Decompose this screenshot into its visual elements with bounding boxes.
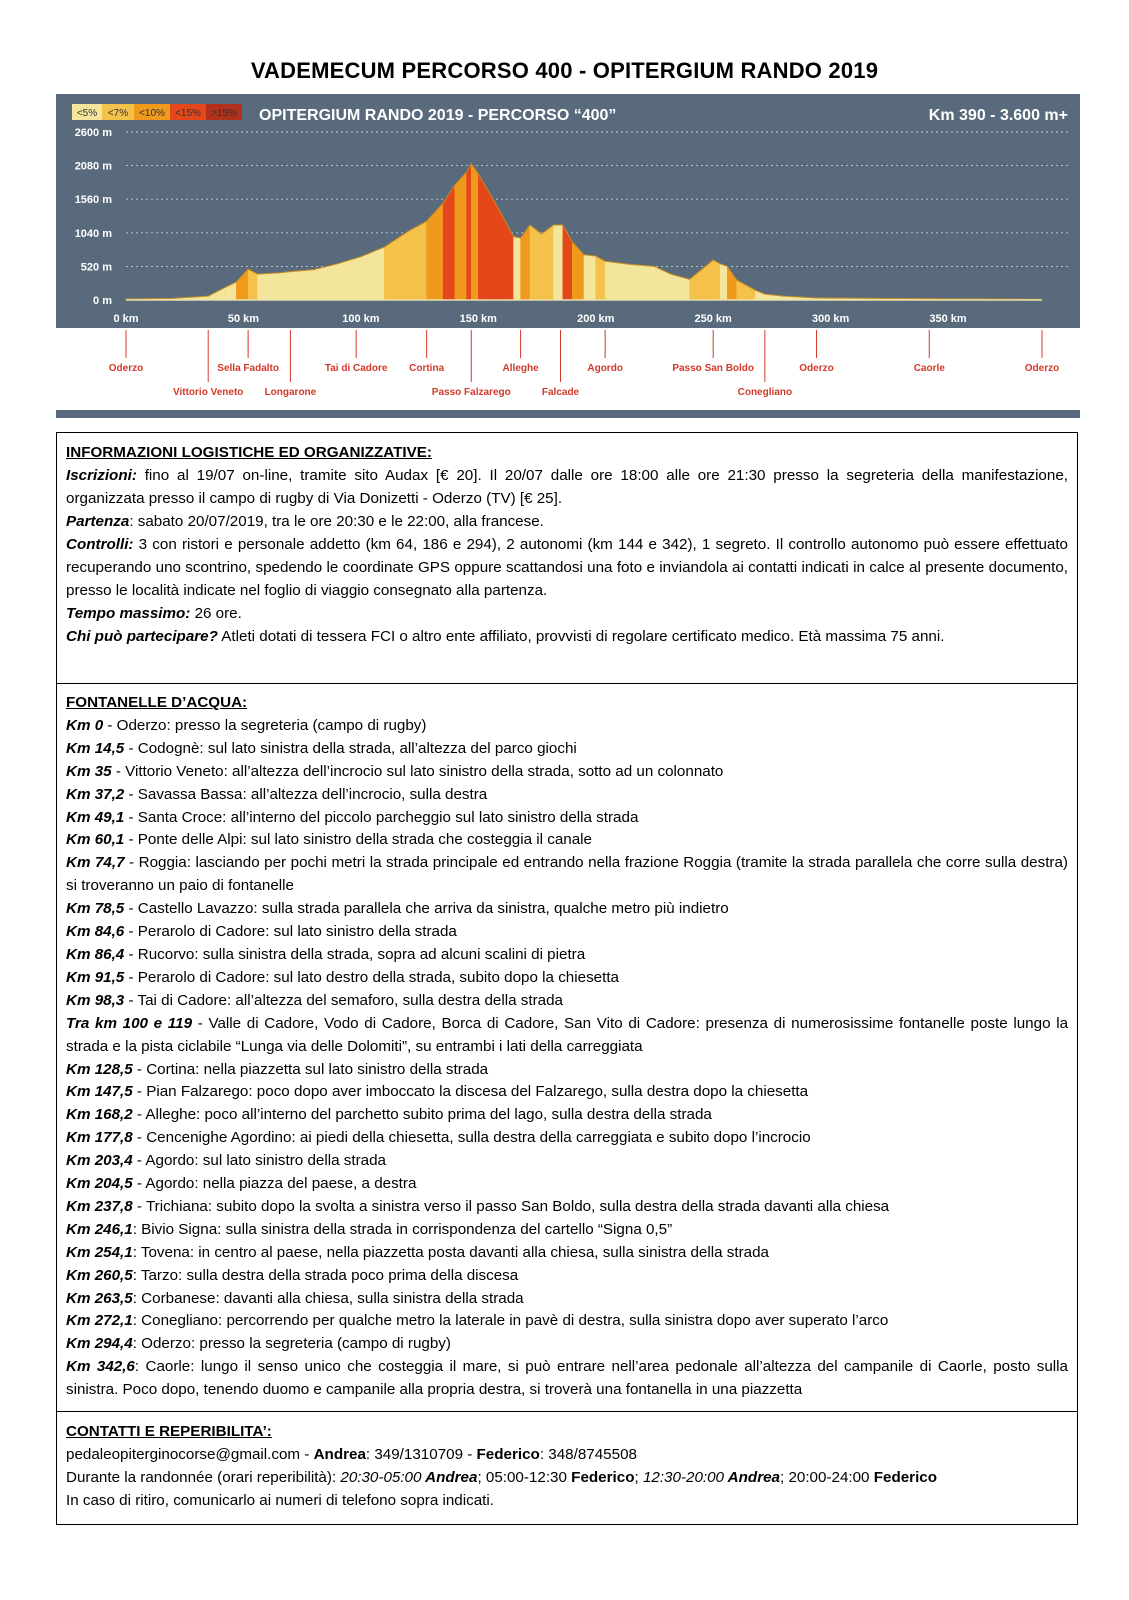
legend-label: <5% <box>76 108 98 119</box>
locality-label: Alleghe <box>502 363 539 374</box>
fontanella-km: Km 14,5 <box>66 739 125 757</box>
fontanella-km: Km 294,4 <box>66 1335 133 1353</box>
x-tick-label: 100 km <box>342 313 380 325</box>
profile-segment <box>542 225 554 300</box>
fontanella-text: Vittorio Veneto: all’altezza dell’incrocio sul lato sinistro della strada, sotto ad un colonnato <box>125 762 724 780</box>
fontanella-separator: - <box>132 1106 146 1124</box>
fontanella-separator: : <box>132 1266 141 1284</box>
profile-summary: Km 390 - 3.600 m+ <box>928 107 1068 124</box>
profile-segment <box>514 237 521 300</box>
fontanella-separator: - <box>192 1014 209 1032</box>
profile-segment <box>584 255 596 300</box>
profile-segment <box>530 225 542 300</box>
fontanella-item <box>66 967 1068 990</box>
fontanella-km: Km 91,5 <box>66 968 125 986</box>
iscrizioni-label: Iscrizioni: <box>66 467 137 484</box>
fontanella-item <box>66 738 1068 761</box>
profile-segment <box>279 272 291 300</box>
locality-label: Passo Falzarego <box>431 387 511 398</box>
legend-label: >15% <box>211 108 237 119</box>
y-tick-label: 2600 m <box>74 127 112 139</box>
fontanella-text: Tarzo: sulla destra della strada poco prima della discesa <box>140 1266 519 1284</box>
fontanella-item <box>66 1127 1068 1150</box>
chi-text: Atleti dotati di tessera FCI o altro ente affiliato, provvisti di regolare certificato medico. Età massima 75 anni. <box>217 628 945 645</box>
iscrizioni-text: fino al 19/07 on-line, tramite sito Audax [€ 20]. Il 20/07 dalle ore 18:00 alle ore 21:30 presso la segreteria della manifestazione, organizzata presso il campo di rugby di Via Donizetti - Oderzo (TV) [€ 25]. <box>66 467 1068 507</box>
fontanella-separator: - <box>132 1129 147 1147</box>
x-tick-label: 50 km <box>227 313 260 325</box>
fontanella-item <box>66 1059 1068 1082</box>
contatti-line <box>66 1443 1068 1466</box>
fontanella-km: Km 272,1 <box>66 1312 133 1330</box>
fontanella-separator: - <box>124 739 138 757</box>
fontanella-separator: - <box>124 854 139 872</box>
fontanella-km: Km 86,4 <box>66 945 125 963</box>
contatti-section <box>56 1411 1078 1525</box>
fontanella-km: Km 49,1 <box>66 808 125 826</box>
fontanella-item <box>66 990 1068 1013</box>
shift-3-name: Andrea <box>724 1469 780 1486</box>
fontanella-item <box>66 852 1068 898</box>
fontanella-km: Km 168,2 <box>66 1106 133 1124</box>
profile-segment <box>478 174 490 300</box>
fontanella-item <box>66 715 1068 738</box>
fontanella-text: Valle di Cadore, Vodo di Cadore, Borca di Cadore, San Vito di Cadore: presenza di numerosissime fontanelle poste lungo la strada e la pista ciclabile “Lunga via delle Dolomiti”, su entrambi i lati della carreggiata <box>66 1014 1069 1055</box>
fontanella-separator: - <box>103 716 117 734</box>
fontanella-separator: - <box>124 900 138 918</box>
fontanella-separator: - <box>132 1175 146 1193</box>
contatti-heading: CONTATTI E REPERIBILITA’: <box>66 1423 272 1440</box>
fontanella-km: Km 254,1 <box>66 1243 133 1261</box>
x-tick-label: 0 km <box>113 313 139 325</box>
shift-1-time: 20:30-05:00 <box>340 1469 422 1486</box>
shift-1-name: Andrea <box>421 1469 478 1486</box>
fontanella-km: Km 260,5 <box>66 1266 133 1284</box>
fontanella-km: Km 78,5 <box>66 900 125 918</box>
fontanella-text: Codognè: sul lato sinistra della strada, all’altezza del parco giochi <box>137 739 577 757</box>
fontanella-separator: - <box>124 991 138 1009</box>
profile-segment <box>720 264 727 300</box>
fontanella-separator: : <box>132 1289 142 1307</box>
info-section <box>56 432 1078 684</box>
locality-label: Passo San Boldo <box>672 363 755 374</box>
fontanella-km: Km 0 <box>66 716 104 734</box>
fontanella-item <box>66 1104 1068 1127</box>
profile-segment <box>605 261 631 300</box>
fontanella-km: Km 246,1 <box>66 1220 133 1238</box>
fontanella-separator: : <box>134 1358 146 1376</box>
x-tick-label: 300 km <box>811 313 850 325</box>
locality-label: Vittorio Veneto <box>173 387 244 398</box>
fontanella-text: Tai di Cadore: all’altezza del semaforo, sulla destra della strada <box>137 991 563 1009</box>
shift-2-name: Federico <box>571 1469 635 1486</box>
fontanella-text: Agordo: sul lato sinistro della strada <box>145 1152 386 1170</box>
fontanella-separator: : <box>132 1312 142 1330</box>
locality-label: Conegliano <box>737 387 793 398</box>
fontanella-km: Km 177,8 <box>66 1129 133 1147</box>
fontanella-item <box>66 1265 1068 1288</box>
fontanella-item <box>66 898 1068 921</box>
contact-separator: - <box>300 1446 314 1463</box>
fontanella-separator: - <box>124 968 138 986</box>
fontanella-text: Alleghe: poco all’interno del parchetto subito prima del lago, sulla destra della strada <box>145 1106 712 1124</box>
fontanella-item <box>66 1196 1068 1219</box>
profile-segment <box>553 225 562 300</box>
fontanelle-list <box>66 715 1068 1402</box>
fontanella-text: Pian Falzarego: poco dopo aver imboccato la discesa del Falzarego, sulla destra dopo la chiesetta <box>146 1083 809 1101</box>
fontanella-text: Oderzo: presso la segreteria (campo di rugby) <box>141 1335 451 1353</box>
locality-label: Oderzo <box>799 363 834 374</box>
fontanella-item <box>66 784 1068 807</box>
profile-segment <box>290 270 313 300</box>
fontanella-separator: - <box>132 1060 147 1078</box>
x-tick-label: 350 km <box>929 313 967 325</box>
profile-segment <box>408 221 427 300</box>
y-tick-label: 1560 m <box>74 194 112 207</box>
locality-label: Sella Fadalto <box>217 363 279 374</box>
fontanella-km: Km 35 <box>66 762 112 780</box>
fontanella-separator: : <box>132 1243 141 1261</box>
locality-label: Caorle <box>913 363 945 374</box>
fontanella-separator: - <box>132 1197 146 1215</box>
y-tick-label: 0 m <box>93 295 112 307</box>
x-tick-label: 250 km <box>694 313 732 325</box>
locality-label: Oderzo <box>108 363 144 374</box>
x-tick-label: 150 km <box>459 313 497 325</box>
reperibilita-intro: Durante la randonnée (orari reperibilità): <box>66 1469 341 1486</box>
contact-email[interactable]: pedaleopiterginocorse@gmail.com <box>66 1446 301 1463</box>
fontanella-text: Oderzo: presso la segreteria (campo di rugby) <box>116 716 427 734</box>
info-heading: INFORMAZIONI LOGISTICHE ED ORGANIZZATIVE: <box>66 444 432 461</box>
elevation-chart <box>56 94 1080 424</box>
shift-4-time: ; 20:00-24:00 <box>780 1469 874 1486</box>
elevation-profile <box>56 94 1080 424</box>
fontanella-text: Cencenighe Agordino: ai piedi della chiesetta, sulla destra della carreggiata e subito dopo l’incrocio <box>146 1129 811 1147</box>
fontanelle-heading: FONTANELLE D’ACQUA: <box>66 694 248 711</box>
chi-paragraph <box>66 625 1068 648</box>
fontanella-text: Castello Lavazzo: sulla strada parallela che arriva da sinistra, qualche metro più indietro <box>137 900 729 918</box>
locality-label: Cortina <box>409 363 445 374</box>
profile-segment <box>443 185 455 300</box>
fontanella-text: Perarolo di Cadore: sul lato destro della strada, subito dopo la chiesetta <box>137 968 619 986</box>
fontanella-item <box>66 1219 1068 1242</box>
locality-label: Tai di Cadore <box>324 363 388 374</box>
fontanella-item <box>66 921 1068 944</box>
fontanella-text: Agordo: nella piazza del paese, a destra <box>145 1175 417 1193</box>
page-title: VADEMECUM PERCORSO 400 - OPITERGIUM RANDO 2019 <box>250 58 879 83</box>
shift-separator: ; <box>634 1469 643 1486</box>
profile-segment <box>455 172 467 300</box>
tempo-text: 26 ore. <box>190 605 242 622</box>
fontanella-km: Km 147,5 <box>66 1083 133 1101</box>
fontanella-km: Km 263,5 <box>66 1289 133 1307</box>
fontanella-text: Rucorvo: sulla sinistra della strada, sopra ad alcuni scalini di pietra <box>137 945 586 963</box>
fontanella-text: Perarolo di Cadore: sul lato sinistro della strada <box>137 923 457 941</box>
fontanella-text: Santa Croce: all’interno del piccolo parcheggio sul lato sinistro della strada <box>137 808 639 826</box>
fontanella-km: Km 60,1 <box>66 831 125 849</box>
fontanella-item <box>66 1150 1068 1173</box>
partenza-label: Partenza <box>66 513 130 530</box>
fontanella-km: Km 204,5 <box>66 1175 133 1193</box>
chart-bottom-bar <box>56 410 1080 418</box>
fontanelle-section <box>56 683 1078 1412</box>
tempo-label: Tempo massimo: <box>66 605 191 622</box>
iscrizioni-paragraph <box>66 464 1068 510</box>
fontanella-text: Trichiana: subito dopo la svolta a sinistra verso il passo San Boldo, sulla destra della strada davanti alla chiesa <box>145 1197 890 1215</box>
fontanella-text: Corbanese: davanti alla chiesa, sulla sinistra della strada <box>141 1289 524 1307</box>
fontanella-item <box>66 1356 1068 1402</box>
fontanella-item <box>66 1310 1068 1333</box>
contact-phone-andrea: : 349/1310709 - <box>365 1446 477 1463</box>
chi-label: Chi può partecipare? <box>66 628 218 645</box>
fontanella-separator: - <box>111 762 126 780</box>
legend-label: <10% <box>139 108 165 119</box>
y-tick-label: 2080 m <box>74 160 112 173</box>
fontanella-text: Ponte delle Alpi: sul lato sinistro della strada che costeggia il canale <box>137 831 592 849</box>
fontanella-separator: : <box>132 1220 142 1238</box>
y-tick-label: 1040 m <box>74 227 112 240</box>
fontanella-km: Km 203,4 <box>66 1152 133 1170</box>
tempo-paragraph <box>66 602 1068 625</box>
partenza-text: : sabato 20/07/2019, tra le ore 20:30 e le 22:00, alla francese. <box>129 513 544 530</box>
fontanella-item <box>66 944 1068 967</box>
fontanella-item <box>66 829 1068 852</box>
profile-segment <box>713 260 720 300</box>
profile-segment <box>596 256 605 300</box>
profile-segment <box>258 273 279 300</box>
fontanella-text: Savassa Bassa: all’altezza dell’incrocio, sulla destra <box>137 785 488 803</box>
fontanella-text: Roggia: lasciando per pochi metri la strada principale ed entrando nella frazione Roggia (tramite la strada parallela che corre sulla destra) si troveranno un paio di fontanelle <box>66 854 1068 895</box>
profile-segment <box>631 264 654 300</box>
fontanella-km: Km 98,3 <box>66 991 125 1009</box>
ritiro-line: In caso di ritiro, comunicarlo ai numeri di telefono sopra indicati. <box>66 1492 494 1509</box>
profile-segment <box>471 164 478 300</box>
fontanella-item <box>66 1333 1068 1356</box>
fontanella-separator: - <box>124 923 138 941</box>
fontanella-km: Km 128,5 <box>66 1060 133 1078</box>
contact-name-federico: Federico <box>476 1446 540 1463</box>
profile-title: OPITERGIUM RANDO 2019 - PERCORSO “400” <box>259 107 617 124</box>
fontanella-separator: - <box>132 1152 146 1170</box>
controlli-paragraph <box>66 533 1068 602</box>
shift-4-name: Federico <box>873 1469 938 1486</box>
shift-2-time: ; 05:00-12:30 <box>477 1469 572 1486</box>
fontanella-separator: - <box>124 945 138 963</box>
fontanella-item <box>66 1013 1068 1059</box>
fontanella-separator: - <box>132 1083 147 1101</box>
fontanella-item <box>66 761 1068 784</box>
fontanella-km: Km 74,7 <box>66 854 125 872</box>
fontanella-separator: - <box>124 831 138 849</box>
fontanella-item <box>66 1288 1068 1311</box>
fontanella-text: Tovena: in centro al paese, nella piazzetta posta davanti alla chiesa, sulla sinistra della strada <box>140 1243 769 1261</box>
x-tick-label: 200 km <box>577 313 615 325</box>
fontanella-text: Cortina: nella piazzetta sul lato sinistro della strada <box>146 1060 489 1078</box>
y-tick-label: 520 m <box>80 261 112 274</box>
shift-3-time: 12:30-20:00 <box>642 1469 725 1486</box>
locality-label: Oderzo <box>1024 363 1060 374</box>
fontanella-item <box>66 1242 1068 1265</box>
partenza-paragraph <box>66 510 1068 533</box>
fontanella-item <box>66 1173 1068 1196</box>
fontanella-km: Km 84,6 <box>66 923 125 941</box>
locality-label: Longarone <box>264 387 317 398</box>
fontanella-km: Tra km 100 e 119 <box>66 1014 193 1032</box>
fontanella-item <box>66 1081 1068 1104</box>
reperibilita-line <box>66 1466 1068 1489</box>
contact-phone-federico: : 348/8745508 <box>539 1446 637 1463</box>
controlli-text: 3 con ristori e personale addetto (km 64, 186 e 294), 2 autonomi (km 144 e 342), 1 segreto. Il controllo autonomo può essere effettuato recuperando uno scontrino, spedendo le coordinate GPS oppure scattandosi una foto e inviandola ai contatti indicati in calce al presente documento, presso le località indicate nel foglio di viaggio consegnato alla partenza. <box>66 536 1068 599</box>
controlli-label: Controlli: <box>66 536 134 553</box>
profile-segment <box>467 164 472 300</box>
fontanella-km: Km 37,2 <box>66 785 125 803</box>
fontanella-text: Caorle: lungo il senso unico che costeggia il mare, si può entrare nell’area pedonale all’altezza del campanile di Caorle, posto sulla sinistra. Poco dopo, tenendo duomo e campanile alla propria destra, si troverà una fontanella in una piazzetta <box>66 1358 1068 1399</box>
fontanella-text: Conegliano: percorrendo per qualche metro la laterale in pavè di destra, sulla sinistra dopo aver superato l’arco <box>141 1312 889 1330</box>
fontanella-text: Bivio Signa: sulla sinistra della strada in corrispondenza del cartello “Signa 0,5” <box>141 1220 673 1238</box>
fontanella-separator: - <box>124 808 138 826</box>
legend-label: <7% <box>107 108 129 119</box>
fontanella-separator: : <box>132 1335 142 1353</box>
locality-label: Falcade <box>541 387 580 398</box>
fontanella-km: Km 342,6 <box>66 1358 135 1376</box>
fontanella-separator: - <box>124 785 138 803</box>
fontanella-km: Km 237,8 <box>66 1197 133 1215</box>
locality-label: Agordo <box>587 363 623 374</box>
contact-name-andrea: Andrea <box>313 1446 366 1463</box>
legend-label: <15% <box>175 108 201 119</box>
fontanella-item <box>66 807 1068 830</box>
